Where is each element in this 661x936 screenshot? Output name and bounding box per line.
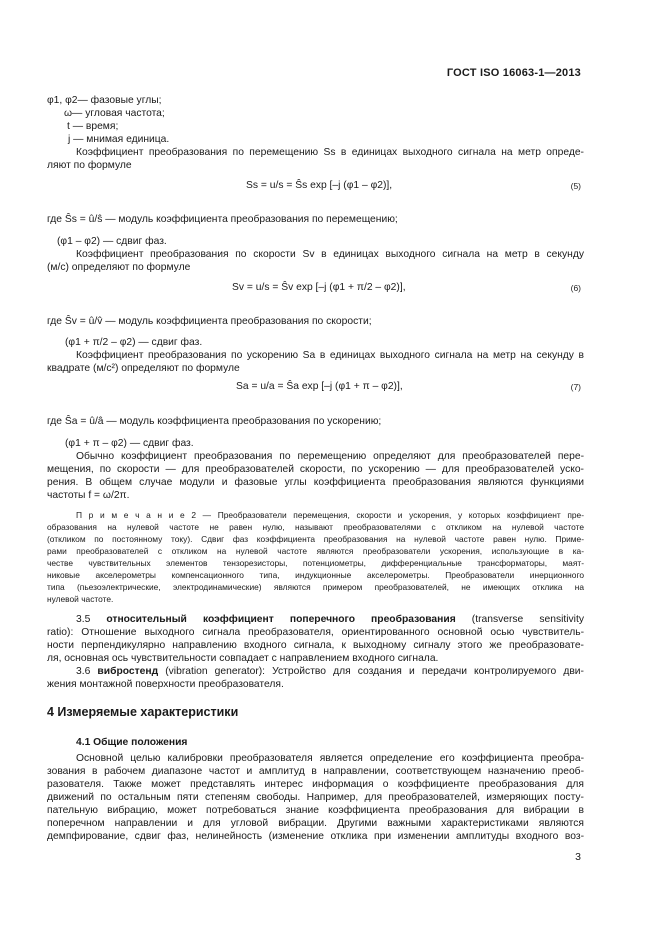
- body-4-1-line3: разователя. Также может представлять интерес информация о коэффициенте преобразования для: [47, 779, 584, 790]
- note-line5: честве чувствительных элементов тензорезисторы, потенциометры, дифференциальные трансформаторы, маят-: [47, 558, 584, 568]
- vel-intro-line2: (м/с) определяют по формуле: [47, 262, 191, 273]
- definition-3-5-en: (transverse sensitivity: [471, 614, 584, 625]
- acc-intro-line1: Коэффициент преобразования по ускорению Sa в единицах выходного сигнала на метр на секунду в: [76, 350, 584, 361]
- vel-phase: (φ1 + π/2 – φ2) — сдвиг фаз.: [65, 337, 203, 348]
- general-line3: рения. В общем случае модули и фазовые углы коэффициента преобразования являются функциями: [47, 477, 584, 488]
- general-line1: Обычно коэффициент преобразования по перемещению определяют для преобразователей пере-: [76, 451, 584, 462]
- formula-6: Sv = u/s = Ŝv exp [–j (φ1 + π/2 – φ2)],: [232, 282, 406, 293]
- equation-number-6: (6): [570, 283, 581, 293]
- note-line3: (откликом по постоянному току). Сдвиг фаз коэффициента преобразования на нулевой частоте равен нулю. Приме-: [47, 534, 584, 544]
- body-4-1-line5: пательную вибрацию, может потребоваться знание коэффициента преобразования для вибрации в: [47, 805, 584, 816]
- definition-phi: φ1, φ2— фазовые углы;: [47, 95, 162, 106]
- document-header: ГОСТ ISO 16063-1—2013: [446, 67, 581, 79]
- note-line6: никовые акселерометры компенсационного типа, индукционные акселерометры. Преобразователи инерционного: [47, 570, 584, 580]
- body-4-1-line6: поперечном направлении и для угловой вибрации. Другими важными характеристиками являются: [47, 818, 584, 829]
- definition-3-6-term: вибростенд: [97, 666, 159, 677]
- body-4-1-line4: движений по остальным пяти степеням свободы. Например, для преобразователей, измеряющих посту-: [47, 792, 584, 803]
- body-4-1-line1: Основной целью калибровки преобразователя является определение его коэффициента преобра-: [76, 753, 584, 764]
- equation-number-5: (5): [570, 181, 581, 191]
- section-4-1-heading: 4.1 Общие положения: [76, 737, 188, 748]
- definition-omega: ω— угловая частота;: [64, 108, 165, 119]
- definition-3-5-line1: [76, 613, 584, 626]
- section-4-heading: 4 Измеряемые характеристики: [47, 705, 239, 719]
- definition-t: t — время;: [67, 121, 119, 132]
- acc-phase: (φ1 + π – φ2) — сдвиг фаз.: [65, 438, 194, 449]
- acc-intro-line2: квадрате (м/с²) определяют по формуле: [47, 363, 240, 374]
- definition-j: j — мнимая единица.: [68, 134, 170, 145]
- definition-3-5-number: 3.5: [76, 614, 91, 625]
- definition-3-6-rest: (vibration generator): Устройство для создания и передачи контролируемого дви-: [165, 666, 584, 677]
- page-number: 3: [575, 851, 581, 863]
- disp-phase: (φ1 – φ2) — сдвиг фаз.: [57, 236, 167, 247]
- note-line8: нулевой частоте.: [47, 594, 114, 604]
- formula-7: Sa = u/a = Ŝa exp [–j (φ1 + π – φ2)],: [236, 381, 403, 392]
- definition-3-6-line2: жения монтажной поверхности преобразователя.: [47, 679, 284, 690]
- definition-3-5-term: относительный коэффициент поперечного преобразования: [106, 614, 456, 625]
- body-4-1-line7: демпфирование, сдвиг фаз, нелинейность (изменение отклика при изменении амплитуды входного воз-: [47, 831, 584, 842]
- note-line1: П р и м е ч а н и е 2 — Преобразователи перемещения, скорости и ускорения, у которых коэффициент пре-: [76, 510, 584, 520]
- note-line4: рами преобразователей с откликом на нулевой частоте являются преобразователи ускорения, использующие в ка-: [47, 546, 584, 556]
- definition-3-6-line1: [76, 665, 584, 678]
- body-4-1-line2: зования в рабочем диапазоне частот и амплитуд в направлении, соответствующем назначению преоб-: [47, 766, 584, 777]
- note-line7: типа (пьезоэлектрические, электродинамические) являются примером преобразователей, не имеющих отклика на: [47, 582, 584, 592]
- definition-3-5-line4: ля, основная ось чувствительности совпадает с направлением входного сигнала.: [47, 653, 439, 664]
- disp-intro-line2: ляют по формуле: [47, 160, 132, 171]
- definition-3-5-line2: ratio): Отношение выходного сигнала преобразователя, ориентированного основной осью чувствитель-: [47, 627, 584, 638]
- vel-where: где Ŝv = û/v̂ — модуль коэффициента преобразования по скорости;: [47, 316, 372, 327]
- general-line4: частоты f = ω/2π.: [47, 490, 130, 501]
- disp-intro-line1: Коэффициент преобразования по перемещению Ss в единицах выходного сигнала на метр опреде-: [76, 147, 584, 158]
- equation-number-7: (7): [570, 382, 581, 392]
- note-line2: образования на нулевой частоте не равен нулю, называют преобразователями с откликом на нулевой частоте: [47, 522, 584, 532]
- definition-3-5-line3: ности перпендикулярно направлению входного сигнала, к выходному сигналу этого же преобразовате-: [47, 640, 584, 651]
- general-line2: мещения, по скорости — для преобразователей скорости, по ускорению — для преобразователей уско-: [47, 464, 584, 475]
- vel-intro-line1: Коэффициент преобразования по скорости Sv в единицах выходного сигнала на метр в секунду: [76, 249, 584, 260]
- definition-3-6-number: 3.6: [76, 666, 91, 677]
- formula-5: Ss = u/s = Ŝs exp [–j (φ1 – φ2)],: [246, 180, 393, 191]
- acc-where: где Ŝa = û/â — модуль коэффициента преобразования по ускорению;: [47, 416, 382, 427]
- disp-where: где Ŝs = û/ŝ — модуль коэффициента преобразования по перемещению;: [47, 214, 398, 225]
